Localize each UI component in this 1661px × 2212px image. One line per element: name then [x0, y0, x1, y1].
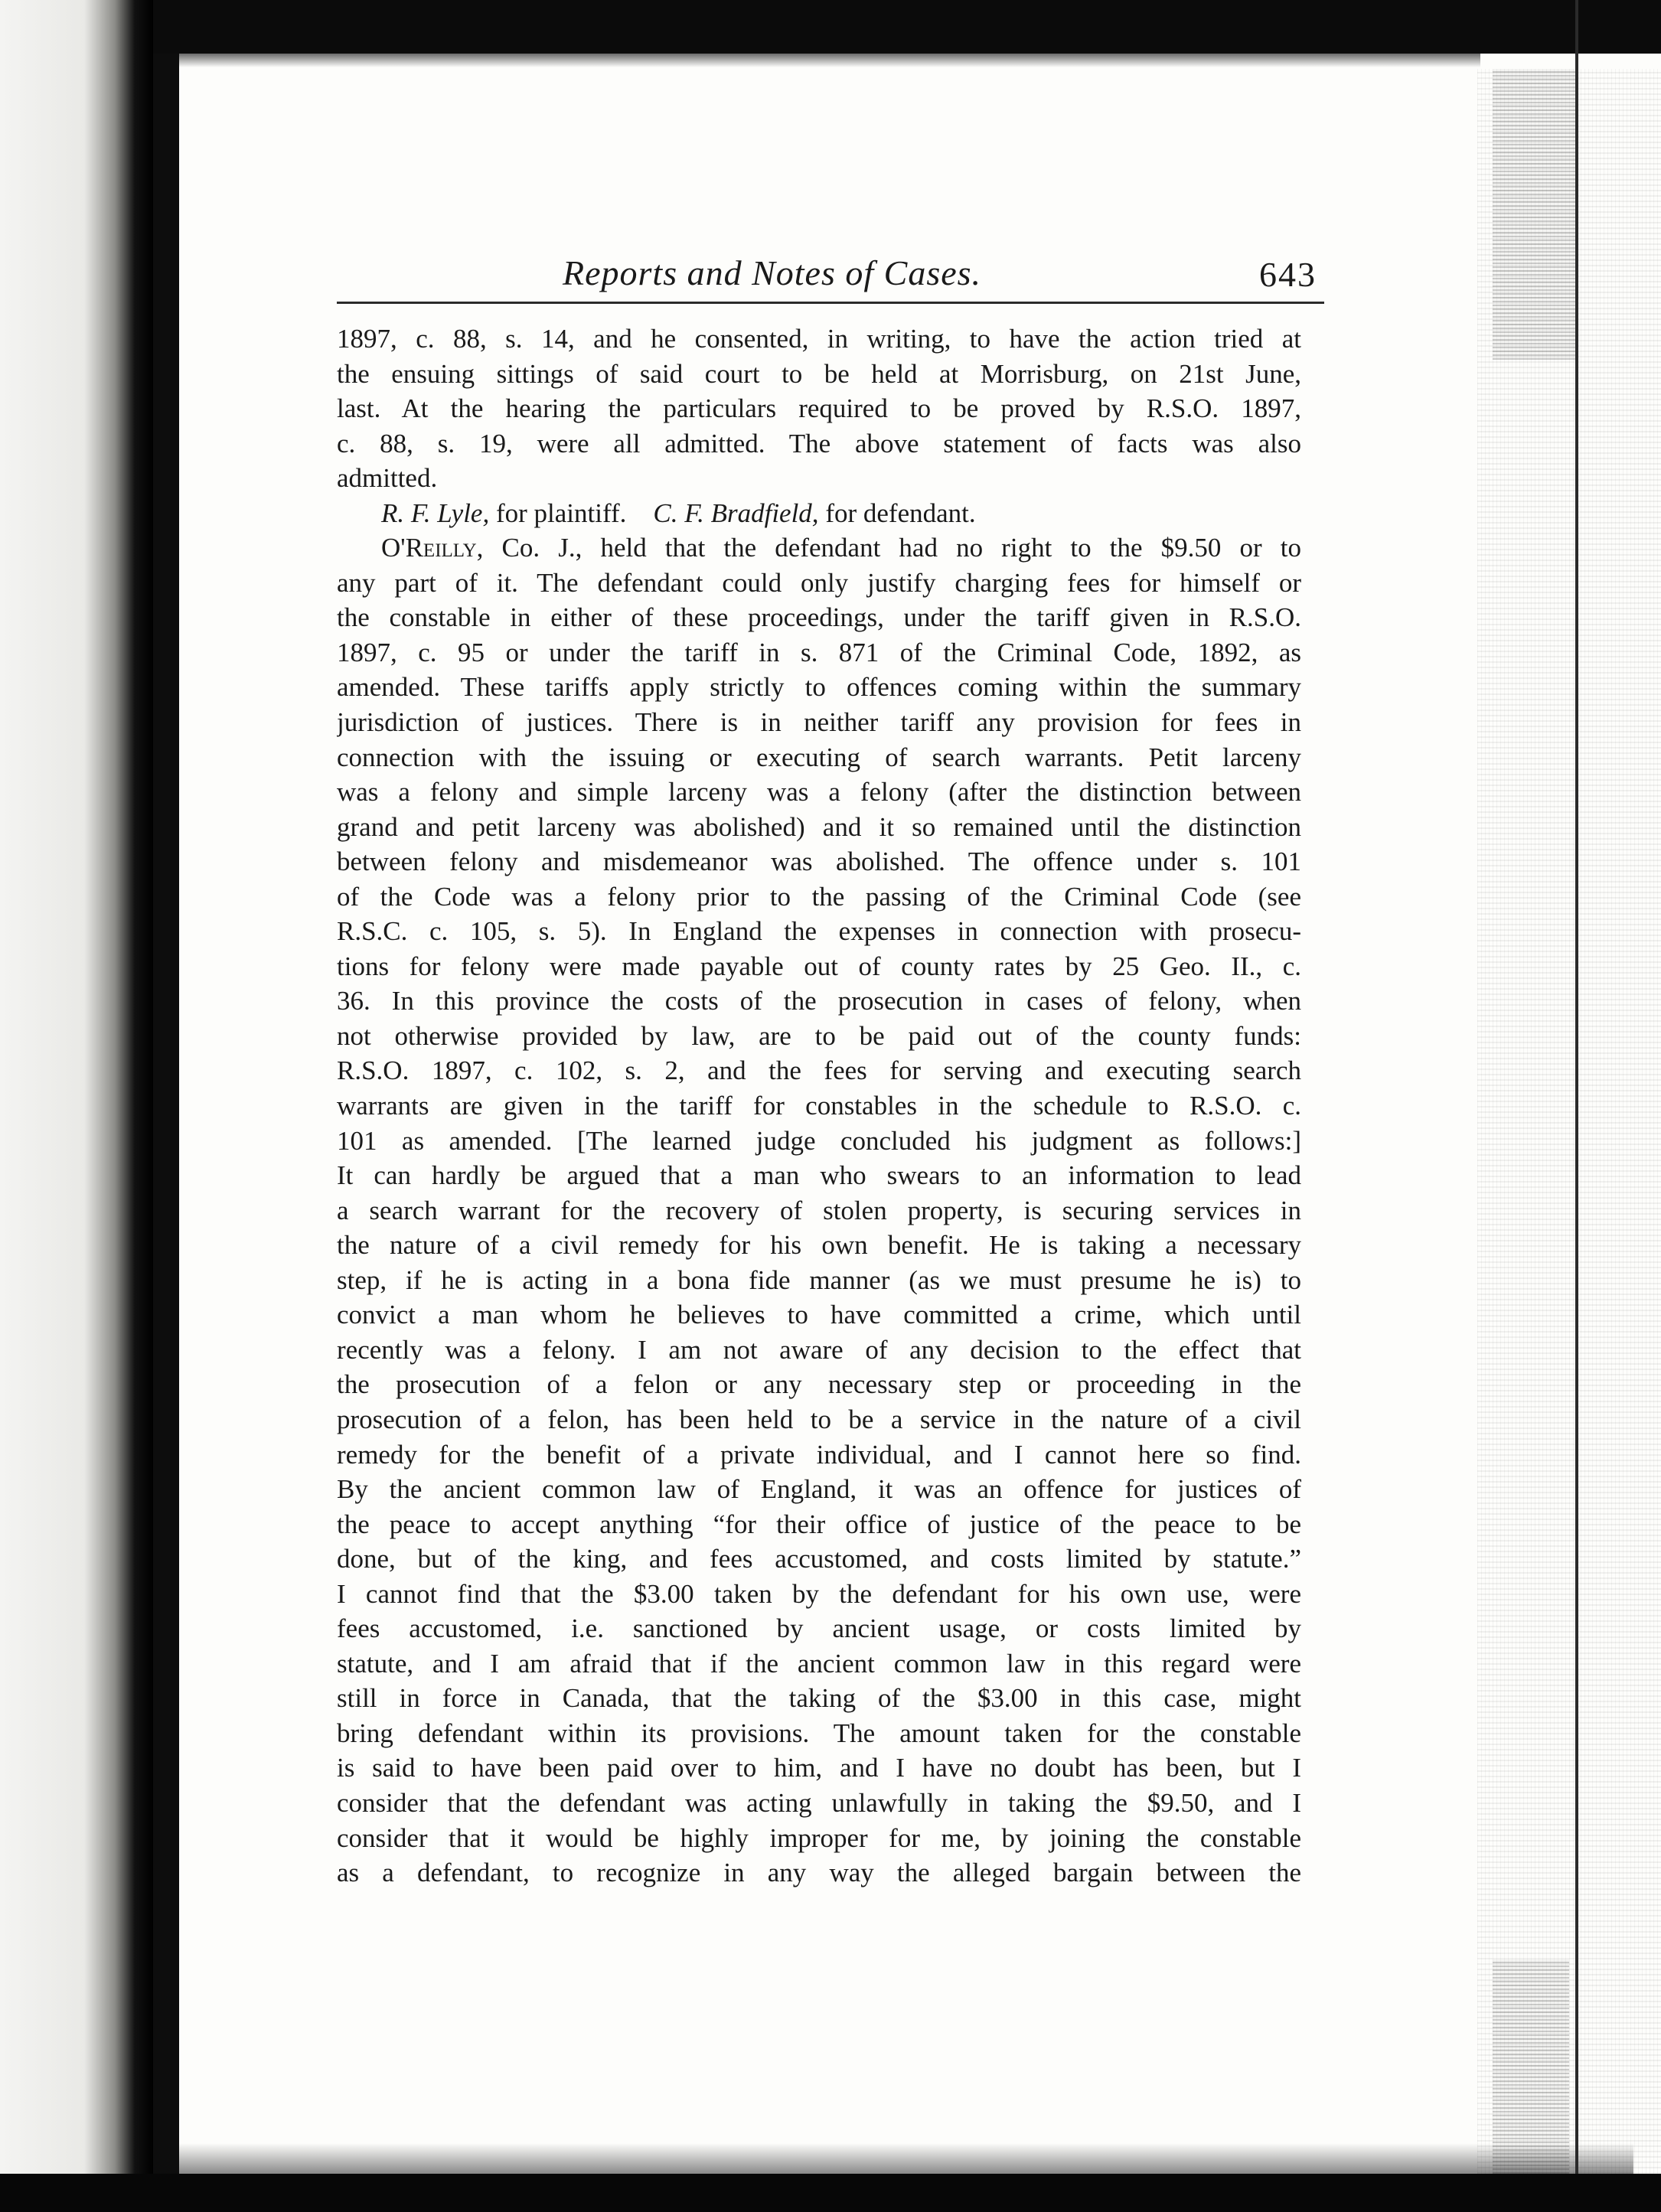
gutter-edge — [153, 0, 179, 2212]
bottom-scan-border — [0, 2174, 1661, 2212]
text-line: the prosecution of a felon or any necessary step or proceeding in the — [337, 1369, 1301, 1400]
text-line: recently was a felony. I am not aware of any decision to the effect that — [337, 1334, 1301, 1365]
right-page-bleed-through — [1477, 69, 1661, 2174]
page-header — [337, 253, 1317, 314]
text-line: jurisdiction of justices. There is in neither tariff any provision for fees in — [337, 707, 1301, 738]
counsel-line — [337, 496, 1301, 531]
text-line: I cannot find that the $3.00 taken by the defendant for his own use, were — [337, 1578, 1301, 1609]
judgment-opening: , Co. J., held that the defendant had no right to the $9.50 or to — [476, 533, 1301, 563]
text-line: any part of it. The defendant could only justify charging fees for himself or — [337, 567, 1301, 598]
text-line: 101 as amended. [The learned judge concluded his judgment as follows:] — [337, 1125, 1301, 1156]
text-line: done, but of the king, and fees accustomed, and costs limited by statute.” — [337, 1544, 1301, 1574]
text-line: as a defendant, to recognize in any way the alleged bargain between the — [337, 1858, 1301, 1888]
text-line: last. At the hearing the particulars required to be proved by R.S.O. 1897, — [337, 393, 1301, 424]
text-line: It can hardly be argued that a man who swears to an information to lead — [337, 1160, 1301, 1191]
text-line: By the ancient common law of England, it was an offence for justices of — [337, 1474, 1301, 1505]
text-line: still in force in Canada, that the taking of the $3.00 in this case, might — [337, 1683, 1301, 1714]
top-scan-border — [153, 0, 1661, 54]
text-line: amended. These tariffs apply strictly to offences coming within the summary — [337, 672, 1301, 703]
right-bleed-bottom — [1493, 1959, 1569, 2174]
right-page-edge — [1575, 0, 1578, 2174]
text-line: remedy for the benefit of a private individual, and I cannot here so find. — [337, 1439, 1301, 1470]
text-line: 1897, c. 88, s. 14, and he consented, in writing, to have the action tried at — [337, 324, 1301, 354]
text-line: grand and petit larceny was abolished) and it so remained until the distinction — [337, 811, 1301, 842]
text-line: between felony and misdemeanor was abolished. The offence under s. 101 — [337, 847, 1301, 877]
text-line: the nature of a civil remedy for his own benefit. He is taking a necessary — [337, 1230, 1301, 1261]
text-line: consider that the defendant was acting unlawfully in taking the $9.50, and I — [337, 1787, 1301, 1818]
text-line: consider that it would be highly improper for me, by joining the constable — [337, 1822, 1301, 1853]
text-line: not otherwise provided by law, are to be paid out of the county funds: — [337, 1020, 1301, 1051]
top-edge-shadow — [179, 54, 1480, 67]
text-line: warrants are given in the tariff for constables in the schedule to R.S.O. c. — [337, 1091, 1301, 1121]
text-line: is said to have been paid over to him, and I have no doubt has been, but I — [337, 1753, 1301, 1783]
text-line: the peace to accept anything “for their office of justice of the peace to be — [337, 1509, 1301, 1539]
paragraph-facts — [337, 321, 1301, 496]
paragraph-judgment — [337, 530, 1301, 1890]
text-line: of the Code was a felony prior to the passing of the Criminal Code (see — [337, 881, 1301, 912]
judge-name: O'Reilly — [381, 533, 477, 563]
bottom-edge-shadow — [179, 2143, 1633, 2174]
text-line: connection with the issuing or executing of search warrants. Petit larceny — [337, 742, 1301, 772]
right-bleed-top — [1493, 69, 1577, 360]
text-line: the constable in either of these proceedings, under the tariff given in R.S.O. — [337, 602, 1301, 633]
text-line: convict a man whom he believes to have committed a crime, which until — [337, 1300, 1301, 1330]
book-gutter-shadow — [0, 0, 153, 2212]
header-rule — [337, 302, 1324, 304]
plaintiff-role: for plaintiff. — [495, 498, 627, 528]
text-line: statute, and I am afraid that if the ancient common law in this regard were — [337, 1648, 1301, 1679]
plaintiff-counsel: R. F. Lyle, — [381, 498, 490, 528]
text-line: 36. In this province the costs of the prosecution in cases of felony, when — [337, 986, 1301, 1016]
text-line: the ensuing sittings of said court to be held at Morrisburg, on 21st June, — [337, 358, 1301, 389]
running-head: Reports and Notes of Cases. — [563, 253, 982, 292]
text-line: 1897, c. 95 or under the tariff in s. 871 of the Criminal Code, 1892, as — [337, 637, 1301, 667]
text-line: tions for felony were made payable out of county rates by 25 Geo. II., c. — [337, 951, 1301, 981]
text-line: step, if he is acting in a bona fide manner (as we must presume he is) to — [337, 1264, 1301, 1295]
page-body — [337, 321, 1301, 1891]
page-number: 643 — [1259, 255, 1317, 294]
text-line: fees accustomed, i.e. sanctioned by ancient usage, or costs limited by — [337, 1613, 1301, 1644]
text-line: bring defendant within its provisions. The amount taken for the constable — [337, 1718, 1301, 1748]
text-line: a search warrant for the recovery of stolen property, is securing services in — [337, 1195, 1301, 1225]
text-line — [337, 530, 1301, 566]
defendant-role: for defendant. — [825, 498, 976, 528]
text-line: prosecution of a felon, has been held to be a service in the nature of a civil — [337, 1404, 1301, 1434]
text-line: was a felony and simple larceny was a felony (after the distinction between — [337, 777, 1301, 807]
text-line: c. 88, s. 19, were all admitted. The above statement of facts was also — [337, 428, 1301, 458]
text-line: admitted. — [337, 463, 438, 494]
text-line: R.S.C. c. 105, s. 5). In England the expenses in connection with prosecu- — [337, 916, 1301, 947]
defendant-counsel: C. F. Bradfield, — [653, 498, 819, 528]
text-line: R.S.O. 1897, c. 102, s. 2, and the fees for serving and executing search — [337, 1055, 1301, 1086]
